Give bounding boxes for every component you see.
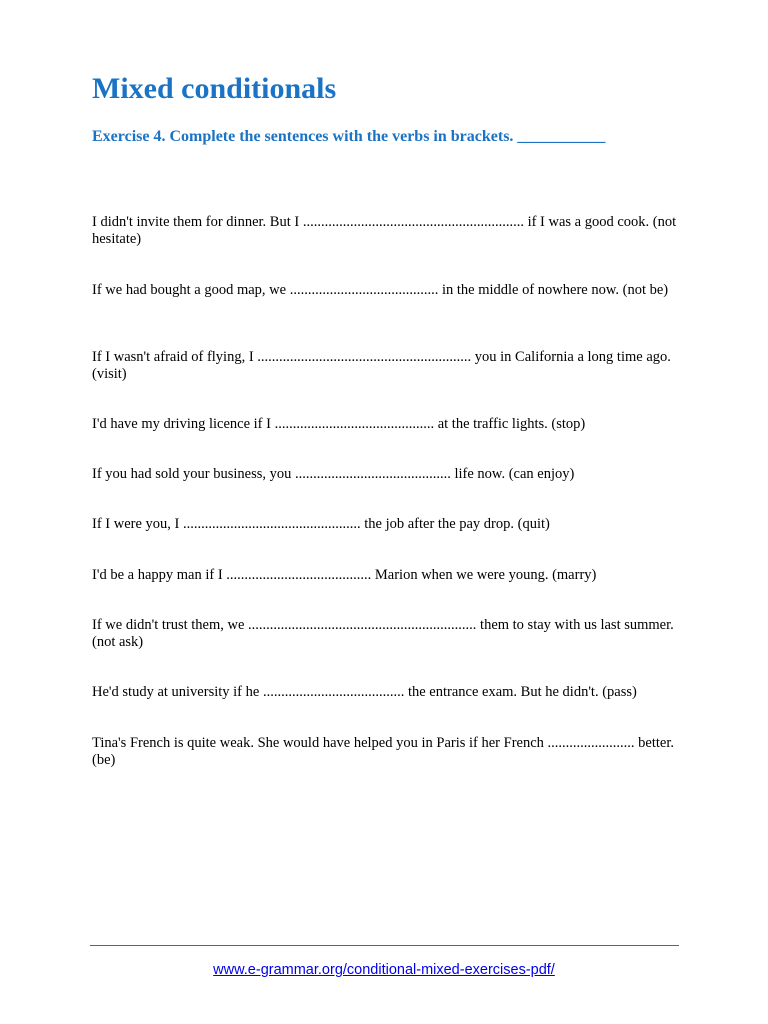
exercise-sentence-4: I'd have my driving licence if I ............................................ at the traffic lights. (stop) (92, 416, 586, 432)
exercise-sentence-7: I'd be a happy man if I ........................................ Marion when we were young. (marry) (92, 567, 597, 583)
exercise-sentence-5: If you had sold your business, you ........................................... life now. (can enjoy) (92, 466, 575, 482)
exercise-sentence-3: If I wasn't afraid of flying, I ........................................................... you in California a long time ago. (visit) (92, 349, 671, 382)
exercise-sentence-2: If we had bought a good map, we ......................................... in the middle of nowhere now. (not be) (92, 282, 669, 298)
exercise-sentence-8: If we didn't trust them, we ............................................................... them to stay with us last summer. (not ask) (92, 617, 674, 650)
exercise-sentence-1: I didn't invite them for dinner. But I ............................................................. if I was a good cook. (not hesitate) (92, 214, 677, 247)
exercise-sentence-9: He'd study at university if he ....................................... the entrance exam. But he didn't. (pass) (92, 684, 637, 700)
exercise-sentence-6: If I were you, I ................................................. the job after the pay drop. (quit) (92, 516, 550, 532)
exercise-instructions: Exercise 4. Complete the sentences with the verbs in brackets. ___________ (92, 128, 606, 145)
footer-source-link[interactable]: www.e-grammar.org/conditional-mixed-exercises-pdf/ (213, 962, 555, 978)
exercise-sentence-10: Tina's French is quite weak. She would have helped you in Paris if her French ........................ better. (be) (92, 735, 674, 768)
footer-divider (90, 945, 679, 946)
page-title: Mixed conditionals (92, 72, 337, 105)
